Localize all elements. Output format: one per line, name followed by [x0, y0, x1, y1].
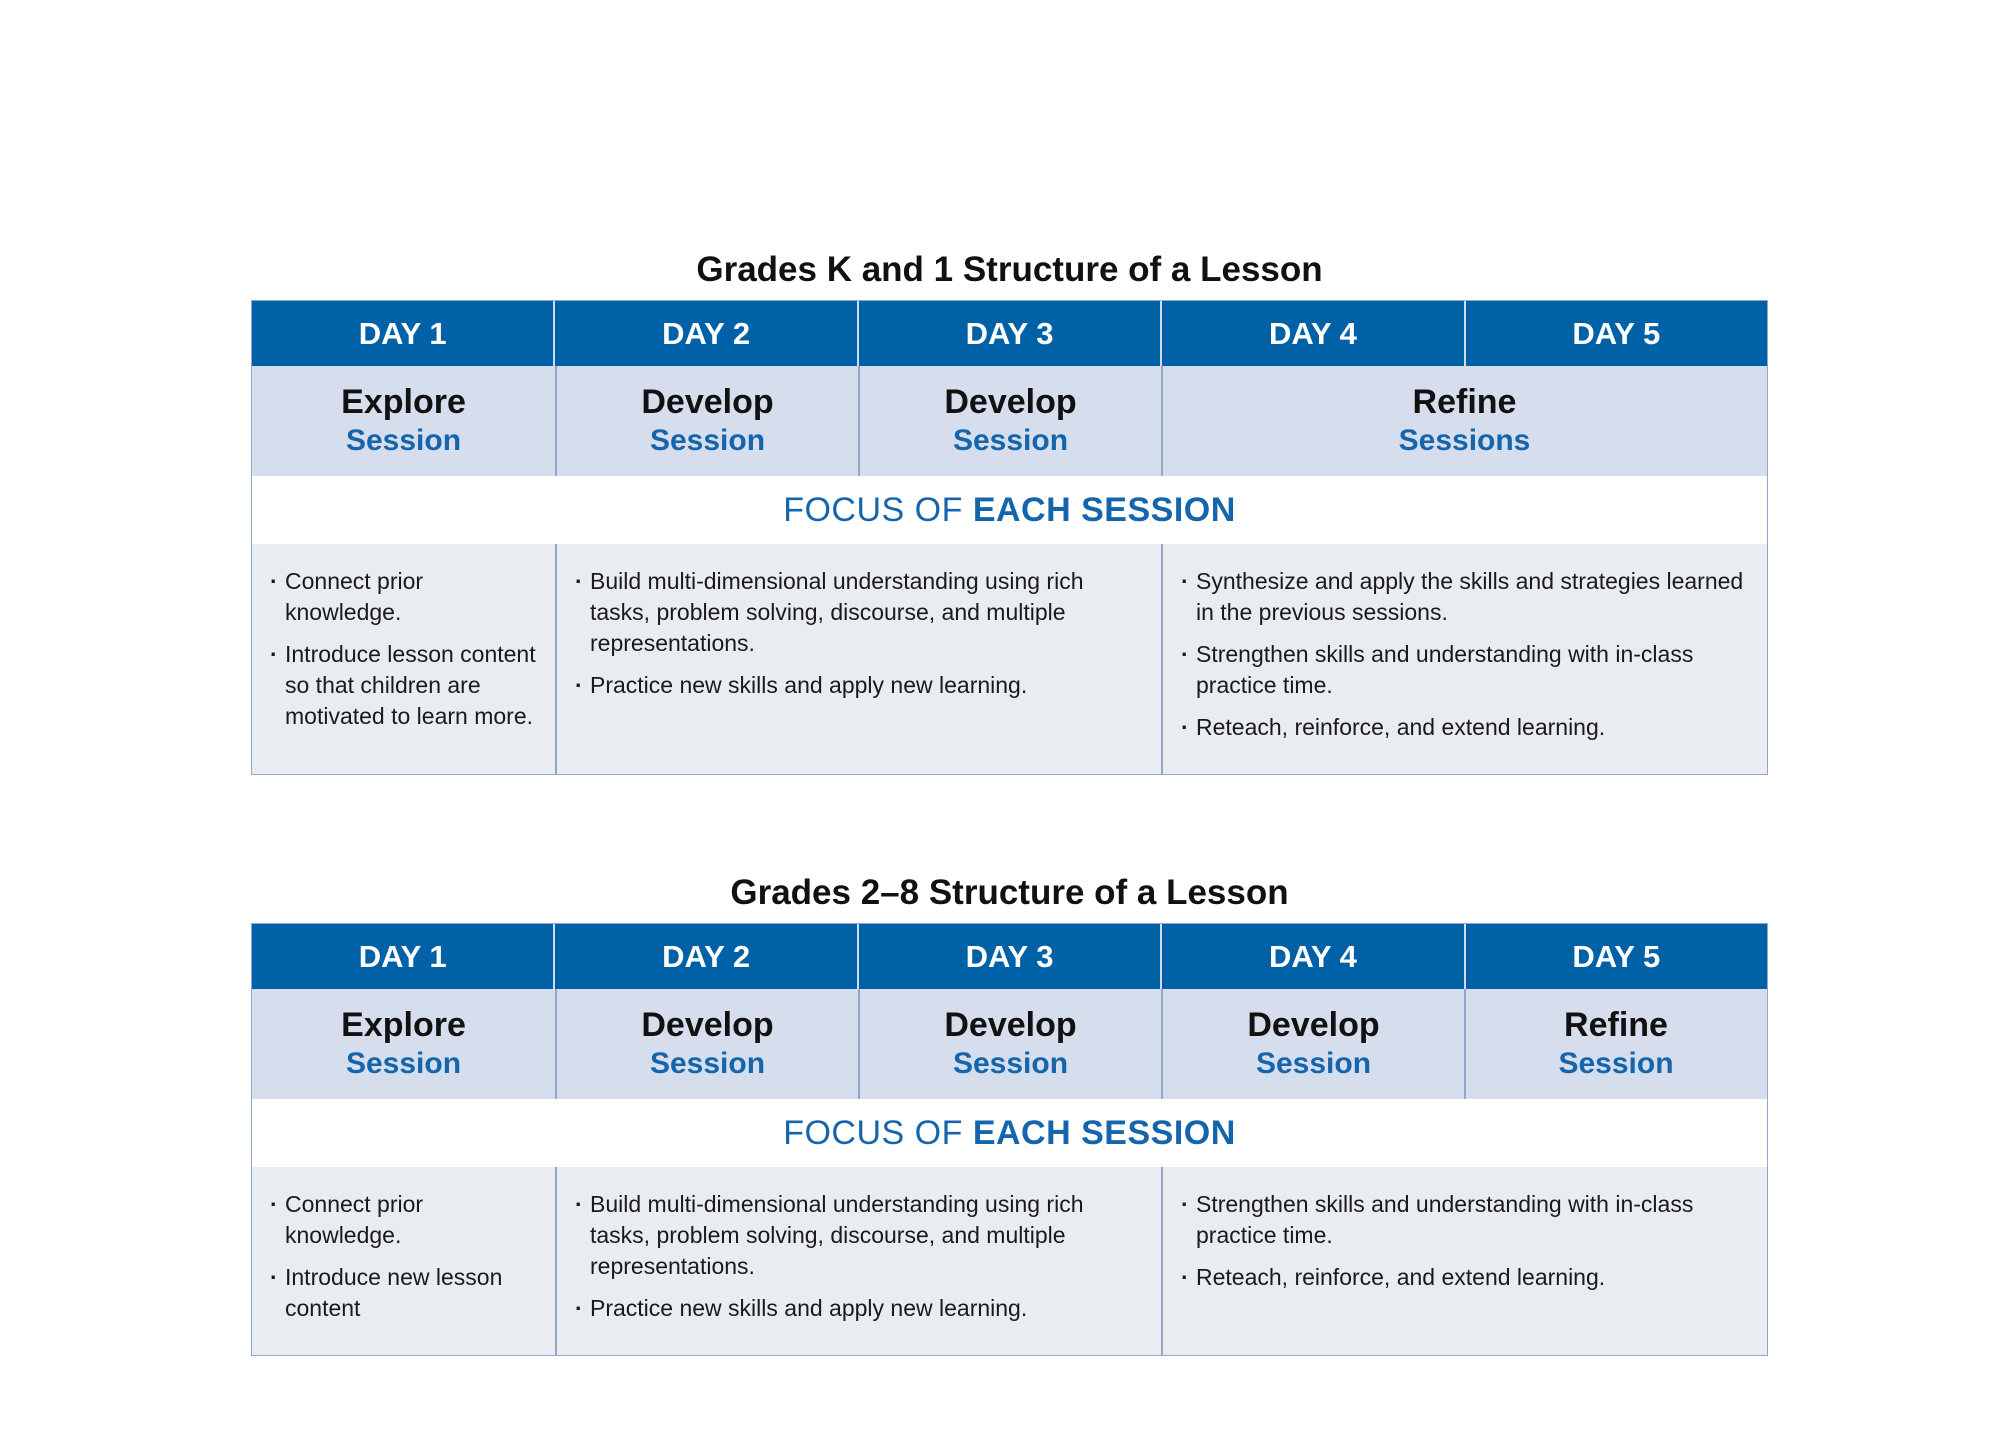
- focus-heading: [252, 1099, 1767, 1167]
- day-header-row: [252, 301, 1767, 366]
- focus-prefix: FOCUS OF: [783, 490, 973, 529]
- lesson-structure-k1: [251, 250, 1768, 775]
- focus-bullet: · Connect prior knowledge.: [270, 1189, 537, 1251]
- day-5-header: DAY 5: [1464, 924, 1767, 989]
- focus-bullet: · Practice new skills and apply new learning.: [575, 670, 1143, 701]
- focus-bullet: · Connect prior knowledge.: [270, 566, 537, 628]
- session-name: Explore: [341, 383, 466, 421]
- session-name: Explore: [341, 1006, 466, 1044]
- session-label: Session: [649, 1047, 766, 1080]
- focus-bullets-row: [252, 1167, 1767, 1355]
- focus-bullet: · Reteach, reinforce, and extend learning.: [1181, 1262, 1748, 1293]
- session-label: Session: [345, 424, 462, 457]
- focus-heading: [252, 476, 1767, 544]
- session-label: Session: [952, 1047, 1069, 1080]
- lesson-table-k1: [251, 300, 1768, 775]
- block-title-2-8: Grades 2–8 Structure of a Lesson: [730, 873, 1289, 912]
- focus-bullet: · Introduce lesson content so that children are motivated to learn more.: [270, 639, 537, 732]
- day-3-header: DAY 3: [857, 924, 1160, 989]
- focus-bullet: · Reteach, reinforce, and extend learning.: [1181, 712, 1748, 743]
- focus-prefix: FOCUS OF: [783, 1113, 973, 1152]
- session-develop: [555, 366, 858, 476]
- focus-bullet: · Practice new skills and apply new learning.: [575, 1293, 1143, 1324]
- day-4-header: DAY 4: [1160, 924, 1463, 989]
- focus-bullets-row: [252, 544, 1767, 774]
- day-2-header: DAY 2: [553, 924, 856, 989]
- focus-bullet: · Strengthen skills and understanding with in-class practice time.: [1181, 639, 1748, 701]
- session-row: [252, 366, 1767, 476]
- session-label: Sessions: [1398, 424, 1531, 457]
- session-develop: [555, 989, 858, 1099]
- focus-cell-develop: [555, 1167, 1161, 1355]
- session-label: Session: [345, 1047, 462, 1080]
- session-refine: [1161, 366, 1766, 476]
- session-explore: [252, 366, 555, 476]
- focus-emphasis: EACH SESSION: [972, 490, 1236, 529]
- day-3-header: DAY 3: [857, 301, 1160, 366]
- session-name: Develop: [944, 1006, 1077, 1044]
- session-label: Session: [1558, 1047, 1674, 1080]
- focus-cell-refine: [1161, 1167, 1766, 1355]
- session-explore: [252, 989, 555, 1099]
- session-refine: [1464, 989, 1766, 1099]
- lesson-table-2-8: [251, 923, 1768, 1356]
- session-develop: [858, 989, 1161, 1099]
- session-name: Develop: [1247, 1006, 1380, 1044]
- focus-bullet: · Build multi-dimensional understanding using rich tasks, problem solving, discourse, and multiple representations.: [575, 566, 1143, 659]
- block-title-k1: Grades K and 1 Structure of a Lesson: [696, 250, 1323, 289]
- lesson-structure-2-8: [251, 873, 1768, 1356]
- session-name: Develop: [944, 383, 1077, 421]
- session-develop: [858, 366, 1161, 476]
- session-name: Develop: [641, 1006, 774, 1044]
- focus-cell-explore: [252, 544, 555, 774]
- day-1-header: DAY 1: [358, 938, 447, 974]
- session-develop: [1161, 989, 1464, 1099]
- session-row: [252, 989, 1767, 1099]
- day-header-row: [252, 924, 1767, 989]
- day-4-header: DAY 4: [1160, 301, 1463, 366]
- session-name: Refine: [1564, 1006, 1668, 1044]
- session-label: Session: [1255, 1047, 1372, 1080]
- focus-cell-refine: [1161, 544, 1766, 774]
- focus-emphasis: EACH SESSION: [972, 1113, 1236, 1152]
- day-1-header: DAY 1: [358, 315, 447, 351]
- session-name: Refine: [1412, 383, 1517, 421]
- focus-cell-develop: [555, 544, 1161, 774]
- focus-bullet: · Synthesize and apply the skills and strategies learned in the previous sessions.: [1181, 566, 1748, 628]
- day-5-header: DAY 5: [1464, 301, 1767, 366]
- focus-bullet: · Build multi-dimensional understanding using rich tasks, problem solving, discourse, and multiple representations.: [575, 1189, 1143, 1282]
- session-label: Session: [952, 424, 1069, 457]
- session-label: Session: [649, 424, 766, 457]
- day-2-header: DAY 2: [553, 301, 856, 366]
- focus-bullet: · Strengthen skills and understanding with in-class practice time.: [1181, 1189, 1748, 1251]
- session-name: Develop: [641, 383, 774, 421]
- focus-bullet: · Introduce new lesson content: [270, 1262, 537, 1324]
- focus-cell-explore: [252, 1167, 555, 1355]
